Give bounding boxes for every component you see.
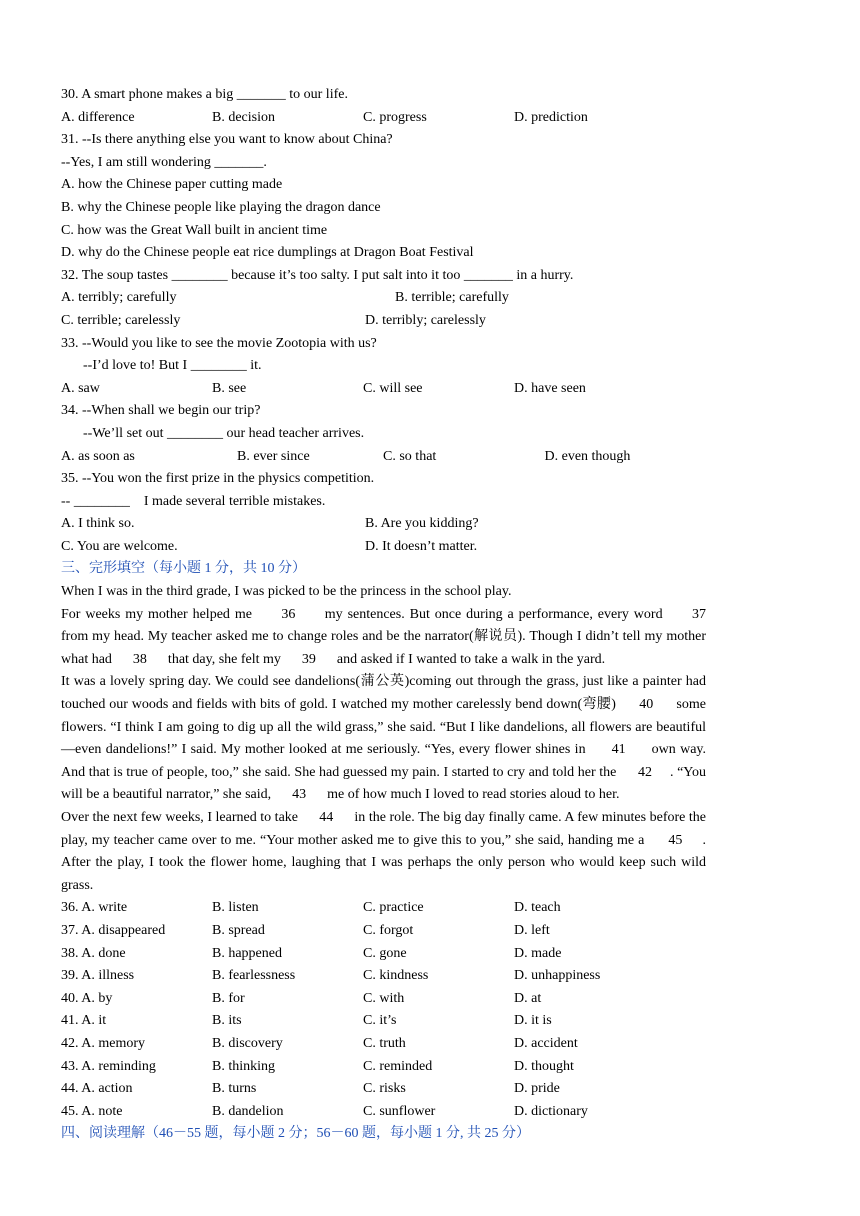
option: 44. A. action: [61, 1081, 133, 1097]
question-32-options-row2: [61, 310, 706, 333]
option: D. left: [514, 922, 550, 938]
option: B. happened: [212, 945, 282, 961]
cloze-row: [61, 920, 706, 943]
option: D. dictionary: [514, 1103, 588, 1119]
option: B. why the Chinese people like playing the dragon dance: [61, 199, 381, 215]
option: C. it’s: [363, 1013, 397, 1029]
option: D. made: [514, 945, 562, 961]
option: A. as soon as: [61, 448, 135, 464]
cloze-options: [61, 897, 706, 1123]
option: C. so that: [383, 448, 437, 464]
cloze-row: [61, 988, 706, 1011]
option: A. I think so.: [61, 516, 135, 532]
option: B. spread: [212, 922, 265, 938]
option: D. why do the Chinese people eat rice dumplings at Dragon Boat Festival: [61, 245, 474, 261]
option: 45. A. note: [61, 1103, 123, 1119]
option: C. reminded: [363, 1058, 433, 1074]
option: 37. A. disappeared: [61, 922, 166, 938]
option: B. terrible; carefully: [395, 290, 509, 306]
option: B. ever since: [237, 448, 310, 464]
question-31-stem2: --Yes, I am still wondering _______.: [61, 154, 267, 170]
option: B. its: [212, 1013, 242, 1029]
passage-paragraph: Over the next few weeks, I learned to take 44 in the role. The big day finally came. A few minutes before the play, my teacher came over to me. “Your mother asked me to give this to you,” she said, handing me a 45 . After the play, I took the flower home, laughing that I was perhaps the only person who would keep such wild grass.: [61, 810, 710, 893]
option: D. thought: [514, 1058, 574, 1074]
option: A. difference: [61, 109, 135, 125]
option: D. unhappiness: [514, 968, 601, 984]
option: B. for: [212, 990, 245, 1006]
option: B. turns: [212, 1081, 257, 1097]
option: D. at: [514, 990, 542, 1006]
option: C. forgot: [363, 922, 414, 938]
question-34-stem: 34. --When shall we begin our trip?: [61, 403, 261, 419]
option: D. teach: [514, 900, 561, 916]
option: B. Are you kidding?: [365, 516, 479, 532]
question-32-options-row1: [61, 287, 706, 310]
option: B. dandelion: [212, 1103, 284, 1119]
option: 41. A. it: [61, 1013, 107, 1029]
question-33-stem: 33. --Would you like to see the movie Zootopia with us?: [61, 335, 377, 351]
question-35-stem2: -- ________ I made several terrible mistakes.: [61, 493, 326, 509]
cloze-row: [61, 1101, 706, 1124]
option: C. progress: [363, 109, 427, 125]
option: 42. A. memory: [61, 1035, 145, 1051]
option: D. it is: [514, 1013, 552, 1029]
passage-paragraph: It was a lovely spring day. We could see dandelions(蒲公英)coming out through the grass, just like a painter had touched our woods and fields with bits of gold. I watched my mother carelessly bend down(弯腰) 40 some flowers. “I think I am going to dig up all the wild grass,” she said. “But I like dandelions, all flowers are beautiful—even dandelions!” I said. My mother looked at me seriously. “Yes, every flower shines in 41 own way. And that is true of people, too,” she said. She had guessed my pain. I started to cry and told her the 42 . “You will be a beautiful narrator,” she said, 43 me of how much I loved to read stories aloud to her.: [61, 674, 710, 803]
option: C. will see: [363, 380, 423, 396]
option: D. It doesn’t matter.: [365, 538, 478, 554]
passage-paragraph: When I was in the third grade, I was picked to be the princess in the school play.: [61, 584, 512, 600]
question-33-stem2: --I’d love to! But I ________ it.: [83, 358, 262, 374]
cloze-row: [61, 1033, 706, 1056]
option: C. kindness: [363, 968, 429, 984]
option: 36. A. write: [61, 900, 128, 916]
option: C. terrible; carelessly: [61, 312, 181, 328]
option: 39. A. illness: [61, 968, 135, 984]
option: C. gone: [363, 945, 407, 961]
option: A. terribly; carefully: [61, 290, 177, 306]
option: D. terribly; carelessly: [365, 312, 486, 328]
question-30-stem: 30. A smart phone makes a big _______ to our life.: [61, 87, 348, 102]
option: D. have seen: [514, 380, 586, 396]
cloze-row: [61, 1010, 706, 1033]
question-34-stem2: --We’ll set out ________ our head teacher arrives.: [83, 425, 365, 441]
exam-page: [61, 84, 727, 1146]
cloze-row: [61, 1056, 706, 1079]
question-31-stem: 31. --Is there anything else you want to know about China?: [61, 132, 393, 148]
option: B. see: [212, 380, 247, 396]
option: D. accident: [514, 1035, 578, 1051]
cloze-row: [61, 1078, 706, 1101]
question-35-stem: 35. --You won the first prize in the physics competition.: [61, 471, 375, 487]
option: 43. A. reminding: [61, 1058, 156, 1074]
option: B. discovery: [212, 1035, 283, 1051]
question-35-options-row2: [61, 536, 706, 559]
cloze-row: [61, 943, 706, 966]
section-heading-cloze: 三、完形填空（每小题 1 分，共 10 分）: [61, 561, 306, 577]
option: A. how the Chinese paper cutting made: [61, 177, 283, 193]
question-35-options-row1: [61, 513, 706, 536]
passage-paragraph: For weeks my mother helped me 36 my sentences. But once during a performance, every word 37 from my head. My teacher asked me to change roles and be the narrator(解说员). Though I didn’t tell my mother what had 38 that day, she felt my 39 and asked if I wanted to take a walk in the yard.: [61, 606, 727, 667]
option: 38. A. done: [61, 945, 126, 961]
question-34-options: [61, 446, 706, 469]
question-32-stem: 32. The soup tastes ________ because it’s too salty. I put salt into it too _______ in a hurry.: [61, 267, 574, 283]
question-33-options: [61, 378, 706, 401]
option: B. thinking: [212, 1058, 276, 1074]
option: B. decision: [212, 109, 275, 125]
option: 40. A. by: [61, 990, 113, 1006]
question-30-options: [61, 107, 706, 130]
option: D. prediction: [514, 109, 588, 125]
section-heading-reading: 四、阅读理解（46－55 题，每小题 2 分；56－60 题，每小题 1 分, 共 25 分）: [61, 1126, 530, 1142]
option: B. fearlessness: [212, 968, 296, 984]
option: B. listen: [212, 900, 259, 916]
option: C. practice: [363, 900, 424, 916]
option: C. You are welcome.: [61, 538, 178, 554]
cloze-row: [61, 897, 706, 920]
option: C. truth: [363, 1035, 406, 1051]
option: C. risks: [363, 1081, 406, 1097]
option: C. how was the Great Wall built in ancient time: [61, 222, 328, 238]
option: A. saw: [61, 380, 100, 396]
option: D. pride: [514, 1081, 560, 1097]
option: C. with: [363, 990, 405, 1006]
option: C. sunflower: [363, 1103, 436, 1119]
cloze-row: [61, 965, 706, 988]
option: D. even though: [544, 448, 631, 464]
